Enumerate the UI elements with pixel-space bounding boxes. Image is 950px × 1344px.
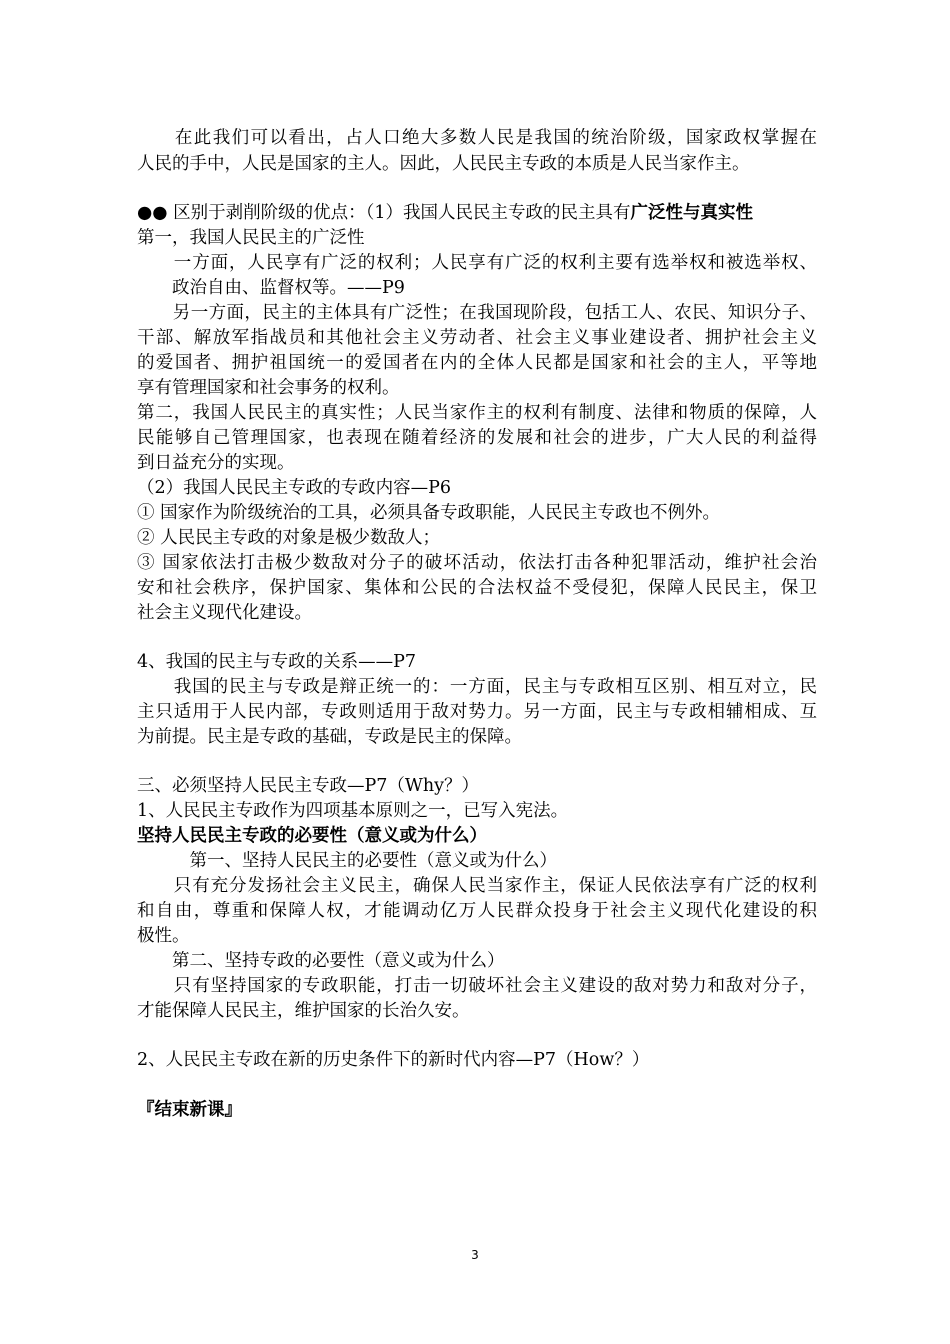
text-line: 另一方面，民主的主体具有广泛性；在我国现阶段，包括工人、农民、知识分子、	[137, 303, 817, 323]
text-line: 一方面，人民享有广泛的权利；人民享有广泛的权利主要有选举权和被选举权、	[137, 253, 817, 273]
text-line: 1、人民民主专政作为四项基本原则之一，已写入宪法。	[137, 801, 569, 821]
end-lesson-marker: 『结束新课』	[137, 1100, 242, 1120]
bold-subheading: 坚持人民民主专政的必要性（意义或为什么）	[137, 826, 487, 846]
text-line: 人民的手中，人民是国家的主人。因此，人民民主专政的本质是人民当家作主。	[137, 154, 750, 174]
text-line: 只有充分发扬社会主义民主，确保人民当家作主，保证人民依法享有广泛的权利	[137, 876, 817, 896]
text-line: （2）我国人民民主专政的专政内容—P6	[137, 478, 452, 498]
section-heading: 2、人民民主专政在新的历史条件下的新时代内容—P7（How？）	[137, 1050, 650, 1070]
text-line: 在此我们可以看出，占人口绝大多数人民是我国的统治阶级，国家政权掌握在	[137, 128, 817, 148]
text-line: 社会主义现代化建设。	[137, 603, 312, 623]
text-line: ① 国家作为阶级统治的工具，必须具备专政职能，人民民主专政也不例外。	[137, 503, 721, 523]
text-line: 主只适用于人民内部，专政则适用于敌对势力。另一方面，民主与专政相辅相成、互	[137, 702, 817, 722]
text-line: 享有管理国家和社会事务的权利。	[137, 378, 400, 398]
text-line: 干部、解放军指战员和其他社会主义劳动者、社会主义事业建设者、拥护社会主义	[137, 328, 817, 348]
text-line: 到日益充分的实现。	[137, 453, 295, 473]
section-heading: 三、必须坚持人民民主专政—P7（Why？）	[137, 776, 480, 796]
text-line: 才能保障人民民主，维护国家的长治久安。	[137, 1001, 470, 1021]
text-line: 我国的民主与专政是辩正统一的：一方面，民主与专政相互区别、相互对立，民	[137, 677, 817, 697]
text-line: 安和社会秩序，保护国家、集体和公民的合法权益不受侵犯，保障人民民主，保卫	[137, 578, 817, 598]
text-line: 只有坚持国家的专政职能，打击一切破坏社会主义建设的敌对势力和敌对分子，	[137, 976, 817, 996]
text-line	[137, 201, 817, 225]
text-line: 第一，我国人民民主的广泛性	[137, 228, 365, 248]
text-line: 第二，我国人民民主的真实性；人民当家作主的权利有制度、法律和物质的保障，人	[137, 403, 817, 423]
text-line: 极性。	[137, 926, 190, 946]
text-line: 民能够自己管理国家，也表现在随着经济的发展和社会的进步，广大人民的利益得	[137, 428, 817, 448]
text-line: 和自由，尊重和保障人权，才能调动亿万人民群众投身于社会主义现代化建设的积	[137, 901, 817, 921]
text-line: 第二、坚持专政的必要性（意义或为什么）	[137, 951, 505, 971]
text-line: ③ 国家依法打击极少数敌对分子的破坏活动，依法打击各种犯罪活动，维护社会治	[137, 553, 817, 573]
text-line: 第一、坚持人民民主的必要性（意义或为什么）	[137, 851, 557, 871]
advantages-intro: ●● 区别于剥削阶级的优点：（1）我国人民民主专政的民主具有	[137, 203, 631, 223]
section-heading: 4、我国的民主与专政的关系——P7	[137, 652, 417, 672]
text-line: ② 人民民主专政的对象是极少数敌人；	[137, 528, 441, 548]
text-line: 的爱国者、拥护祖国统一的爱国者在内的全体人民都是国家和社会的主人，平等地	[137, 353, 817, 373]
text-line: 为前提。民主是专政的基础，专政是民主的保障。	[137, 727, 522, 747]
page-number: 3	[471, 1248, 479, 1262]
breadth-authenticity-emphasis: 广泛性与真实性	[630, 203, 753, 223]
text-line: 政治自由、监督权等。——P9	[137, 278, 405, 298]
